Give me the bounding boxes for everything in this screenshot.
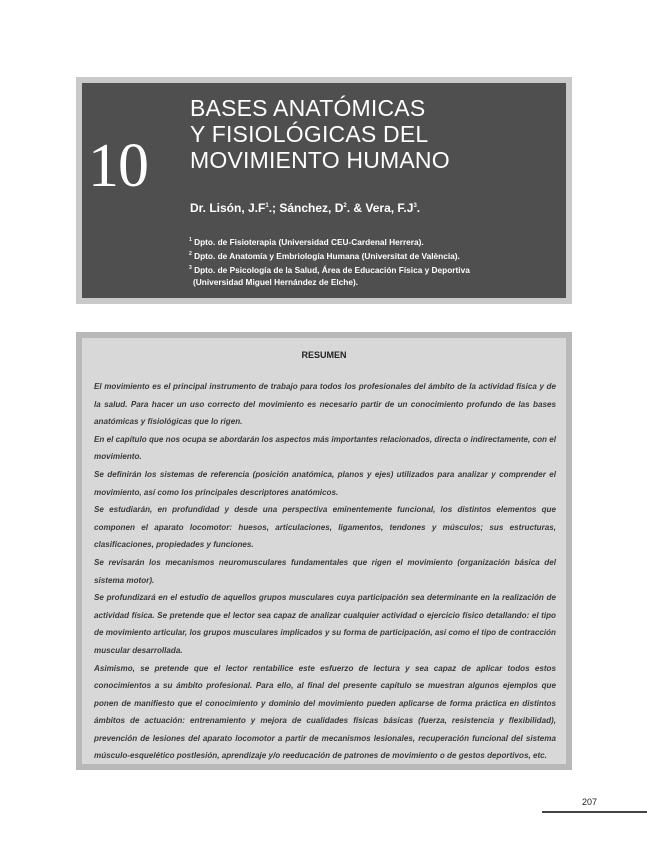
- author-name: Dr. Lisón, J.F: [190, 201, 266, 215]
- page-rule: [542, 811, 647, 813]
- resumen-paragraph: Se estudiarán, en profundidad y desde una perspectiva eminentemente funcional, los distintos elementos que componen el aparato locomotor: huesos, articulaciones, ligamentos, tendones y músculos; sus estructuras, clasificaciones, propiedades y funciones.: [94, 505, 556, 550]
- resumen-paragraph: Asimismo, se pretende que el lector rentabilice este esfuerzo de lectura y sea capaz de aplicar todos estos conocimientos a su ámbito profesional. Para ello, al final del presente capítulo se muestran algunos ejemplos que ponen de manifiesto que el conocimiento y dominio del movimiento pueden aplicarse de forma práctica en distintos ámbitos de actuación: entrenamiento y mejora de cualidades físicas básicas (fuerza, resistencia y flexibilidad), prevención de lesiones del aparato locomotor a partir de mecanismos lesionales, recuperación funcional del sistema músculo-esquelético postlesión, aprendizaje y/o reeducación de patrones de movimiento o de gestos deportivos, etc.: [94, 663, 556, 761]
- chapter-title: [190, 95, 550, 173]
- affiliation-text: Dpto. de Psicología de la Salud, Área de Educación Física y Deportiva: [194, 264, 470, 275]
- resumen-body: [94, 378, 556, 765]
- author-sup: 1: [265, 203, 269, 209]
- chapter-title-line: BASES ANATÓMICAS: [190, 95, 426, 121]
- chapter-title-line: MOVIMIENTO HUMANO: [190, 147, 450, 173]
- resumen-paragraph: Se definirán los sistemas de referencia (posición anatómica, planos y ejes) utilizados para analizar y comprender el movimiento, así como los principales descriptores anatómicos.: [94, 469, 556, 497]
- page-number: 207: [582, 797, 598, 807]
- author-sup: 2: [343, 203, 347, 209]
- affiliation-sup: 2: [189, 251, 192, 258]
- authors: [190, 201, 420, 215]
- resumen-title: RESUMEN: [301, 350, 347, 360]
- affiliation: [189, 234, 559, 248]
- resumen-paragraph: Se profundizará en el estudio de aquellos grupos musculares cuya participación sea determinante en la realización de actividad física. Se pretende que el lector sea capaz de analizar cualquier actividad o ejercicio físico detallando: el tipo de movimiento articular, los grupos musculares implicados y su forma de participación, así como el tipo de contracción muscular desarrollada.: [94, 593, 556, 655]
- affiliation-text: Dpto. de Fisioterapia (Universidad CEU-Cardenal Herrera).: [194, 236, 424, 247]
- affiliation-sup: 3: [189, 265, 192, 272]
- author-sup: 3: [413, 203, 417, 209]
- chapter-title-line: Y FISIOLÓGICAS DEL: [190, 121, 429, 147]
- affiliation-continuation: (Universidad Miguel Hernández de Elche).: [193, 277, 359, 288]
- resumen-paragraph: Se revisarán los mecanismos neuromusculares fundamentales que rigen el movimiento (organización básica del sistema motor).: [94, 557, 556, 585]
- affiliations: [189, 234, 559, 288]
- affiliation: [189, 248, 559, 262]
- author-name: .; Sánchez, D: [268, 201, 344, 215]
- author-name: . & Vera, F.J: [346, 201, 414, 215]
- affiliation: [189, 262, 559, 276]
- affiliation-text: Dpto. de Anatomía y Embriología Humana (Universitat de València).: [194, 250, 460, 261]
- author-end: .: [416, 201, 421, 215]
- resumen-paragraph: En el capítulo que nos ocupa se abordarán los aspectos más importantes relacionados, directa o indirectamente, con el movimiento.: [94, 434, 556, 462]
- resumen-paragraph: El movimiento es el principal instrumento de trabajo para todos los profesionales del ámbito de la actividad física y de la salud. Para hacer un uso correcto del movimiento es necesario partir de un conocimiento profundo de las bases anatómicas y fisiológicas que lo rigen.: [94, 382, 556, 427]
- affiliation-sup: 1: [189, 237, 192, 243]
- chapter-number: 10: [88, 132, 148, 200]
